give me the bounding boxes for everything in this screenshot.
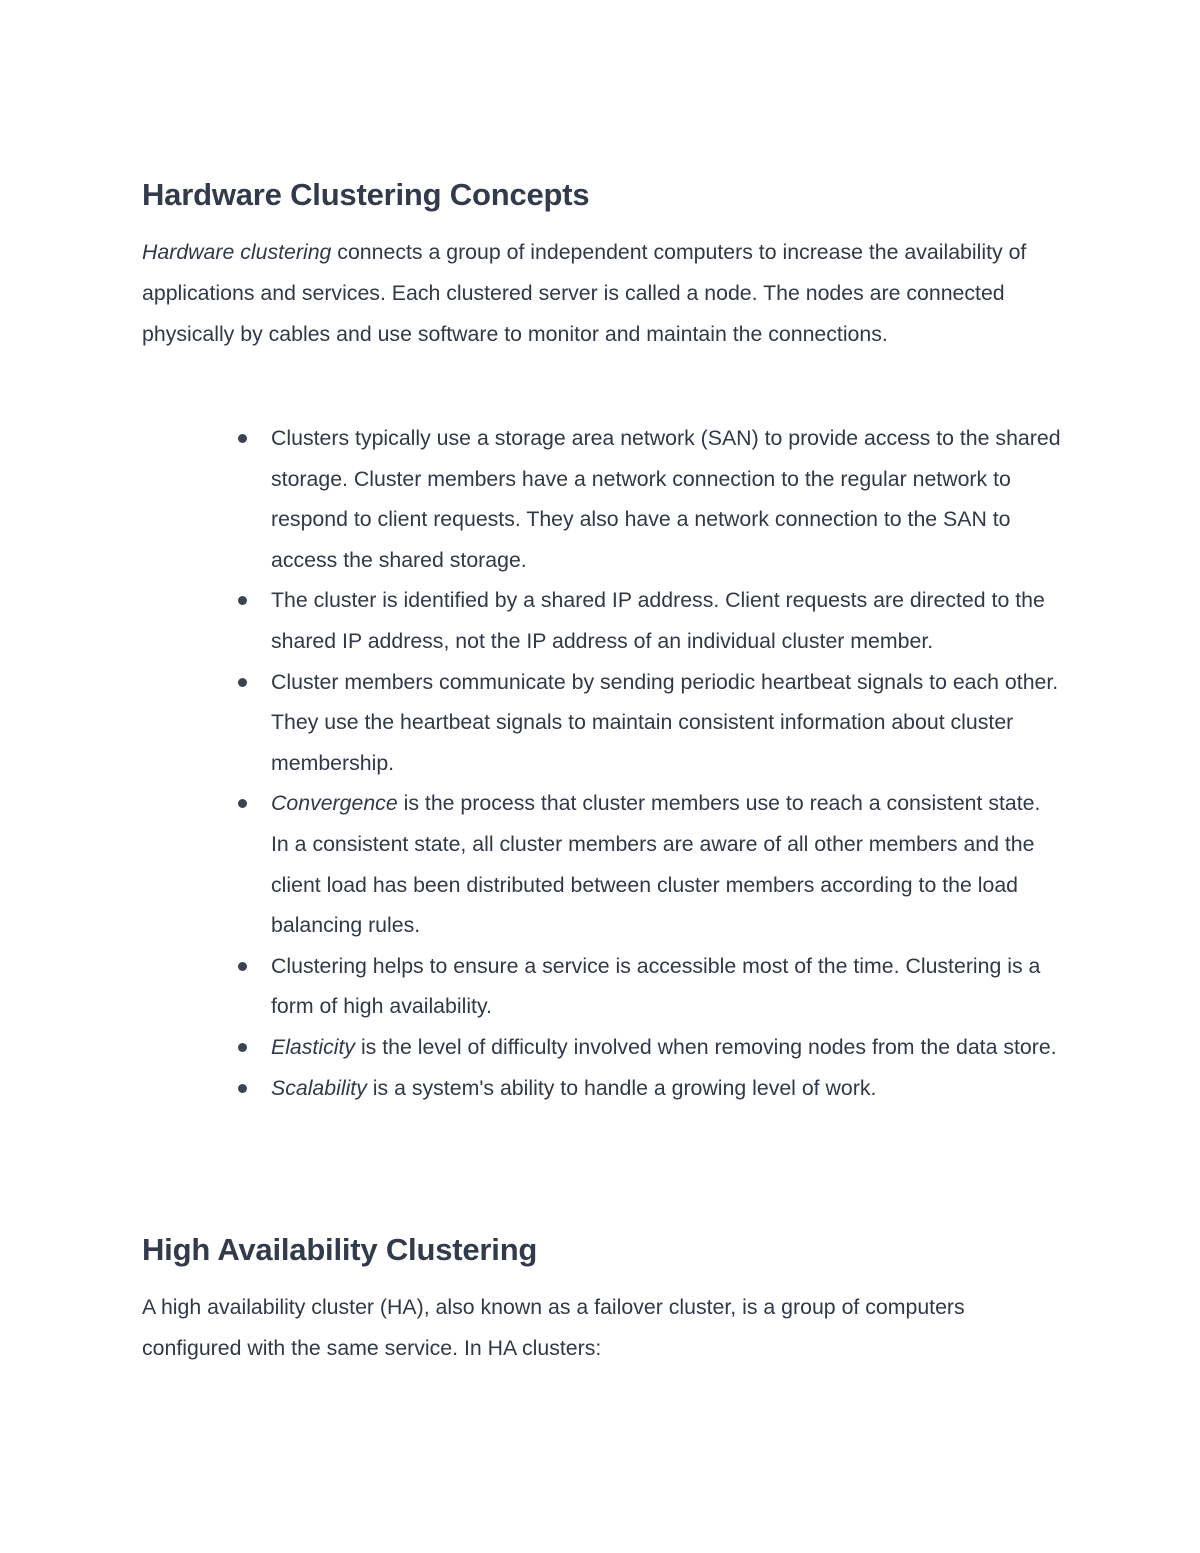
bullet-text: is a system's ability to handle a growing level of work. xyxy=(366,1075,877,1100)
bullet-icon xyxy=(238,799,247,808)
bullet-text: Clusters typically use a storage area network (SAN) to provide access to the shared storage. Cluster members have a network connection to the regular network to respond to client requests. They also have a network connection to the SAN to access the shared storage. xyxy=(271,426,1061,572)
section-heading-hardware-clustering: Hardware Clustering Concepts xyxy=(142,177,590,212)
bullet-text: Clustering helps to ensure a service is accessible most of the time. Clustering is a form of high availability. xyxy=(271,953,1041,1019)
intro-paragraph xyxy=(142,232,1057,354)
bullet-text: is the process that cluster members use to reach a consistent state. In a consistent state, all cluster members are aware of all other members and the client load has been distributed between cluster members according to the load balancing rules. xyxy=(271,791,1041,938)
list-item xyxy=(236,783,1062,945)
bullet-icon xyxy=(238,678,247,687)
ha-intro-paragraph: A high availability cluster (HA), also known as a failover cluster, is a group of computers configured with the same service. In HA clusters: xyxy=(142,1295,965,1360)
list-item xyxy=(236,1027,1062,1068)
bullet-icon xyxy=(238,434,247,443)
bullet-term-convergence: Convergence xyxy=(271,791,398,816)
bullet-text: The cluster is identified by a shared IP address. Client requests are directed to the shared IP address, not the IP address of an individual cluster member. xyxy=(271,588,1045,653)
list-item xyxy=(236,946,1062,1027)
bullet-term-scalability: Scalability xyxy=(271,1075,367,1100)
bullet-text: is the level of difficulty involved when removing nodes from the data store. xyxy=(355,1034,1057,1059)
list-item xyxy=(236,418,1062,580)
bullet-icon xyxy=(238,962,247,971)
bullet-icon xyxy=(238,1043,247,1052)
bullet-icon xyxy=(238,596,247,605)
bullet-term-elasticity: Elasticity xyxy=(271,1034,356,1059)
list-item xyxy=(236,580,1062,661)
concepts-bullet-list xyxy=(236,418,1062,1108)
bullet-text: Cluster members communicate by sending periodic heartbeat signals to each other. They use the heartbeat signals to maintain consistent information about cluster membership. xyxy=(271,669,1059,775)
bullet-icon xyxy=(238,1084,247,1093)
list-item xyxy=(236,1068,1062,1109)
intro-text: connects a group of independent computers to increase the availability of applications and services. Each clustered server is called a node. The nodes are connected physically by cables and use software to monitor and maintain the connections. xyxy=(142,240,1027,346)
term-hardware-clustering: Hardware clustering xyxy=(142,240,332,264)
section-heading-high-availability: High Availability Clustering xyxy=(142,1232,538,1267)
list-item xyxy=(236,662,1062,784)
